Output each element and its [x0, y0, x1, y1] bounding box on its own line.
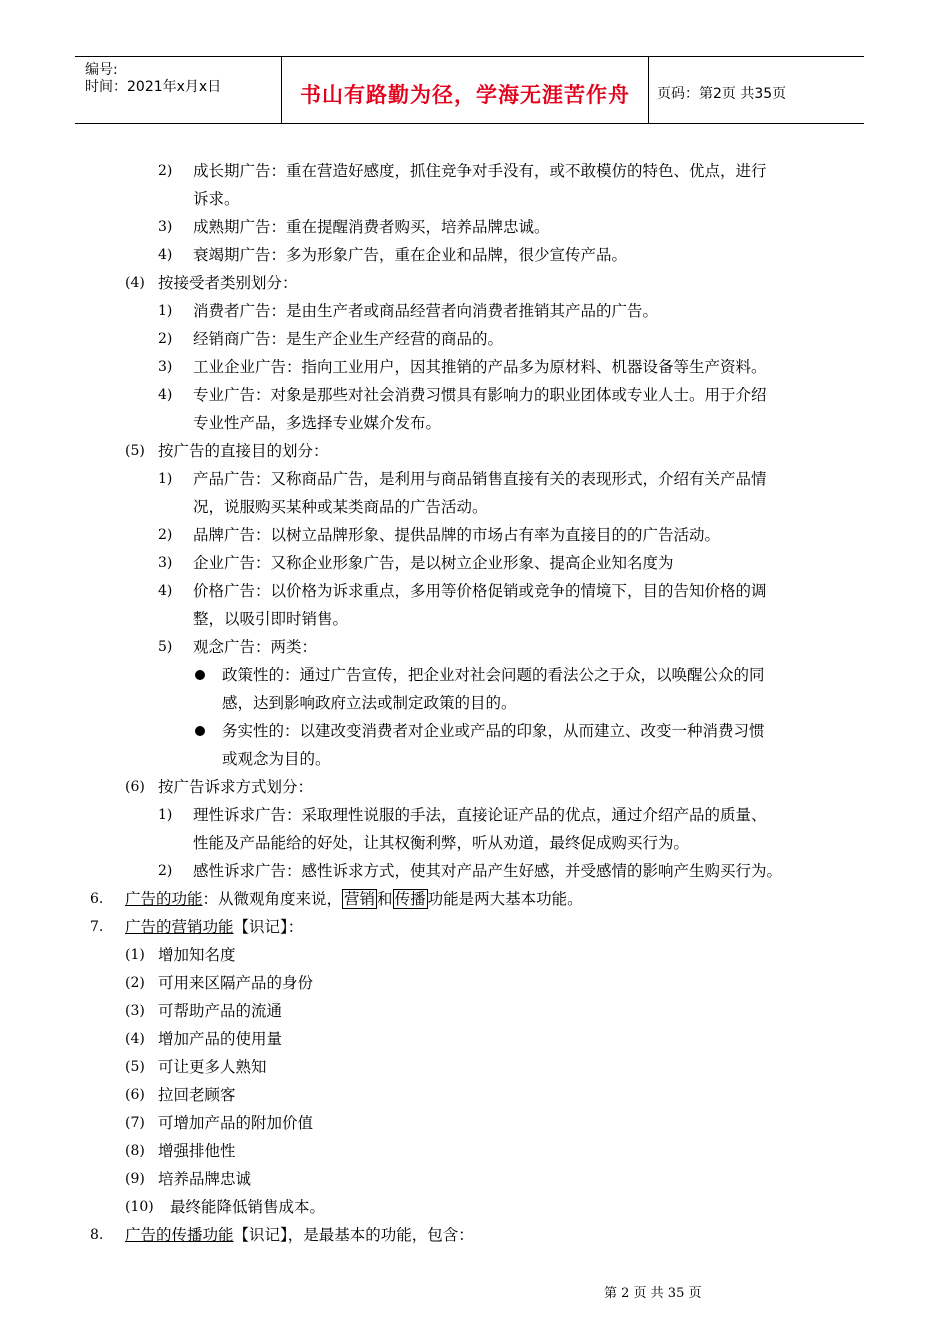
list-number: 1) — [158, 471, 173, 487]
list-number: (1) — [125, 947, 145, 963]
list-number: 4) — [158, 387, 173, 403]
list-item: 企业广告：又称企业形象广告，是以树立企业形象、提高企业知名度为 — [193, 554, 674, 572]
list-number: 4) — [158, 247, 173, 263]
list-number: 1) — [158, 303, 173, 319]
functions-text: ：从微观角度来说， — [202, 890, 343, 908]
list-number: (4) — [125, 275, 145, 291]
list-number: (5) — [125, 1059, 145, 1075]
list-number: (3) — [125, 1003, 145, 1019]
list-item: 价格广告：以价格为诉求重点，多用等价格促销或竞争的情境下，目的告知价格的调 — [193, 582, 767, 600]
list-number: (7) — [125, 1115, 145, 1131]
list-item: 理性诉求广告：采取理性说服的手法，直接论证产品的优点，通过介绍产品的质量、 — [193, 806, 767, 824]
list-number: 2) — [158, 331, 173, 347]
list-item: 消费者广告：是由生产者或商品经营者向消费者推销其产品的广告。 — [193, 302, 659, 320]
communication-box: 传播 — [394, 890, 426, 908]
list-item: 可增加产品的附加价值 — [158, 1114, 314, 1132]
list-number: 5) — [158, 639, 173, 655]
list-number: (8) — [125, 1143, 145, 1159]
list-number: (10) — [125, 1199, 154, 1215]
list-number: 3) — [158, 555, 173, 571]
list-item: 况，说服购买某种或某类商品的广告活动。 — [193, 498, 488, 516]
marketing-heading — [125, 917, 303, 937]
functions-title: 广告的功能 — [125, 890, 203, 908]
item-number: 7. — [90, 919, 104, 935]
marketing-box: 营销 — [344, 890, 376, 908]
list-item: 整，以吸引即时销售。 — [193, 610, 349, 628]
header-motto-cell — [282, 57, 649, 123]
list-item: 观念广告：两类： — [193, 638, 318, 656]
list-item: 可用来区隔产品的身份 — [158, 974, 314, 992]
list-number: (5) — [125, 443, 145, 459]
section-heading: 按广告的直接目的划分： — [158, 442, 329, 460]
page-header — [75, 56, 864, 124]
list-item: 可帮助产品的流通 — [158, 1002, 283, 1020]
list-item: 产品广告：又称商品广告，是利用与商品销售直接有关的表现形式，介绍有关产品情 — [193, 470, 767, 488]
list-item: 培养品牌忠诚 — [158, 1170, 252, 1188]
list-item: 经销商广告：是生产企业生产经营的商品的。 — [193, 330, 504, 348]
bullet-icon — [195, 726, 205, 736]
list-item: 专业广告：对象是那些对社会消费习惯具有影响力的职业团体或专业人士。用于介绍 — [193, 386, 767, 404]
marketing-title: 广告的营销功能 — [125, 918, 234, 936]
list-item: 品牌广告：以树立品牌形象、提供品牌的市场占有率为直接目的的广告活动。 — [193, 526, 721, 544]
functions-line — [125, 889, 583, 909]
list-item: 工业企业广告：指向工业用户，因其推销的产品多为原材料、机器设备等生产资料。 — [193, 358, 767, 376]
list-item: 增加知名度 — [158, 946, 236, 964]
list-number: 2) — [158, 163, 173, 179]
code-label: 编号: — [85, 62, 118, 78]
list-number: 2) — [158, 863, 173, 879]
list-number: (4) — [125, 1031, 145, 1047]
list-number: (2) — [125, 975, 145, 991]
section-heading: 按广告诉求方式划分： — [158, 778, 314, 796]
list-item: 增强排他性 — [158, 1142, 236, 1160]
bullet-icon — [195, 670, 205, 680]
list-item: 感性诉求广告：感性诉求方式，使其对产品产生好感，并受感情的影响产生购买行为。 — [193, 862, 783, 880]
communication-suffix: 【识记】，是最基本的功能，包含： — [233, 1226, 474, 1244]
list-number: 3) — [158, 359, 173, 375]
header-page-cell — [649, 57, 864, 123]
list-item: 诉求。 — [193, 190, 240, 208]
time-label: 时间：2021年x月x日 — [85, 79, 222, 95]
section-heading: 按接受者类别划分： — [158, 274, 298, 292]
and-text: 和 — [377, 890, 393, 908]
communication-title: 广告的传播功能 — [125, 1226, 234, 1244]
list-number: (9) — [125, 1171, 145, 1187]
list-number: (6) — [125, 779, 145, 795]
item-number: 8. — [90, 1227, 104, 1243]
bullet-item: 务实性的：以建改变消费者对企业或产品的印象，从而建立、改变一种消费习惯 — [222, 722, 765, 740]
list-item: 衰竭期广告：多为形象广告，重在企业和品牌，很少宣传产品。 — [193, 246, 628, 264]
list-number: 1) — [158, 807, 173, 823]
bullet-item: 或观念为目的。 — [222, 750, 331, 768]
marketing-suffix: 【识记】： — [233, 918, 304, 936]
bullet-item: 感，达到影响政府立法或制定政策的目的。 — [222, 694, 517, 712]
list-number: 4) — [158, 583, 173, 599]
list-item: 专业性产品，多选择专业媒介发布。 — [193, 414, 442, 432]
list-item: 成长期广告：重在营造好感度，抓住竞争对手没有，或不敢模仿的特色、优点，进行 — [193, 162, 767, 180]
list-item: 可让更多人熟知 — [158, 1058, 267, 1076]
list-item: 增加产品的使用量 — [158, 1030, 283, 1048]
list-number: 3) — [158, 219, 173, 235]
page-footer: 第 2 页 共 35 页 — [604, 1286, 702, 1301]
list-number: 2) — [158, 527, 173, 543]
communication-heading — [125, 1225, 474, 1245]
list-item: 最终能降低销售成本。 — [170, 1198, 326, 1216]
functions-text-end: 功能是两大基本功能。 — [427, 890, 583, 908]
list-number: (6) — [125, 1087, 145, 1103]
header-meta — [75, 57, 282, 123]
list-item: 成熟期广告：重在提醒消费者购买，培养品牌忠诚。 — [193, 218, 550, 236]
motto: 书山有路勤为径，学海无涯苦作舟 — [300, 83, 630, 107]
bullet-item: 政策性的：通过广告宣传，把企业对社会问题的看法公之于众，以唤醒公众的同 — [222, 666, 765, 684]
list-item: 性能及产品能给的好处，让其权衡利弊，听从劝道，最终促成购买行为。 — [193, 834, 690, 852]
list-item: 拉回老顾客 — [158, 1086, 236, 1104]
item-number: 6. — [90, 891, 104, 907]
page-label: 页码：第2页 共35页 — [657, 86, 787, 102]
